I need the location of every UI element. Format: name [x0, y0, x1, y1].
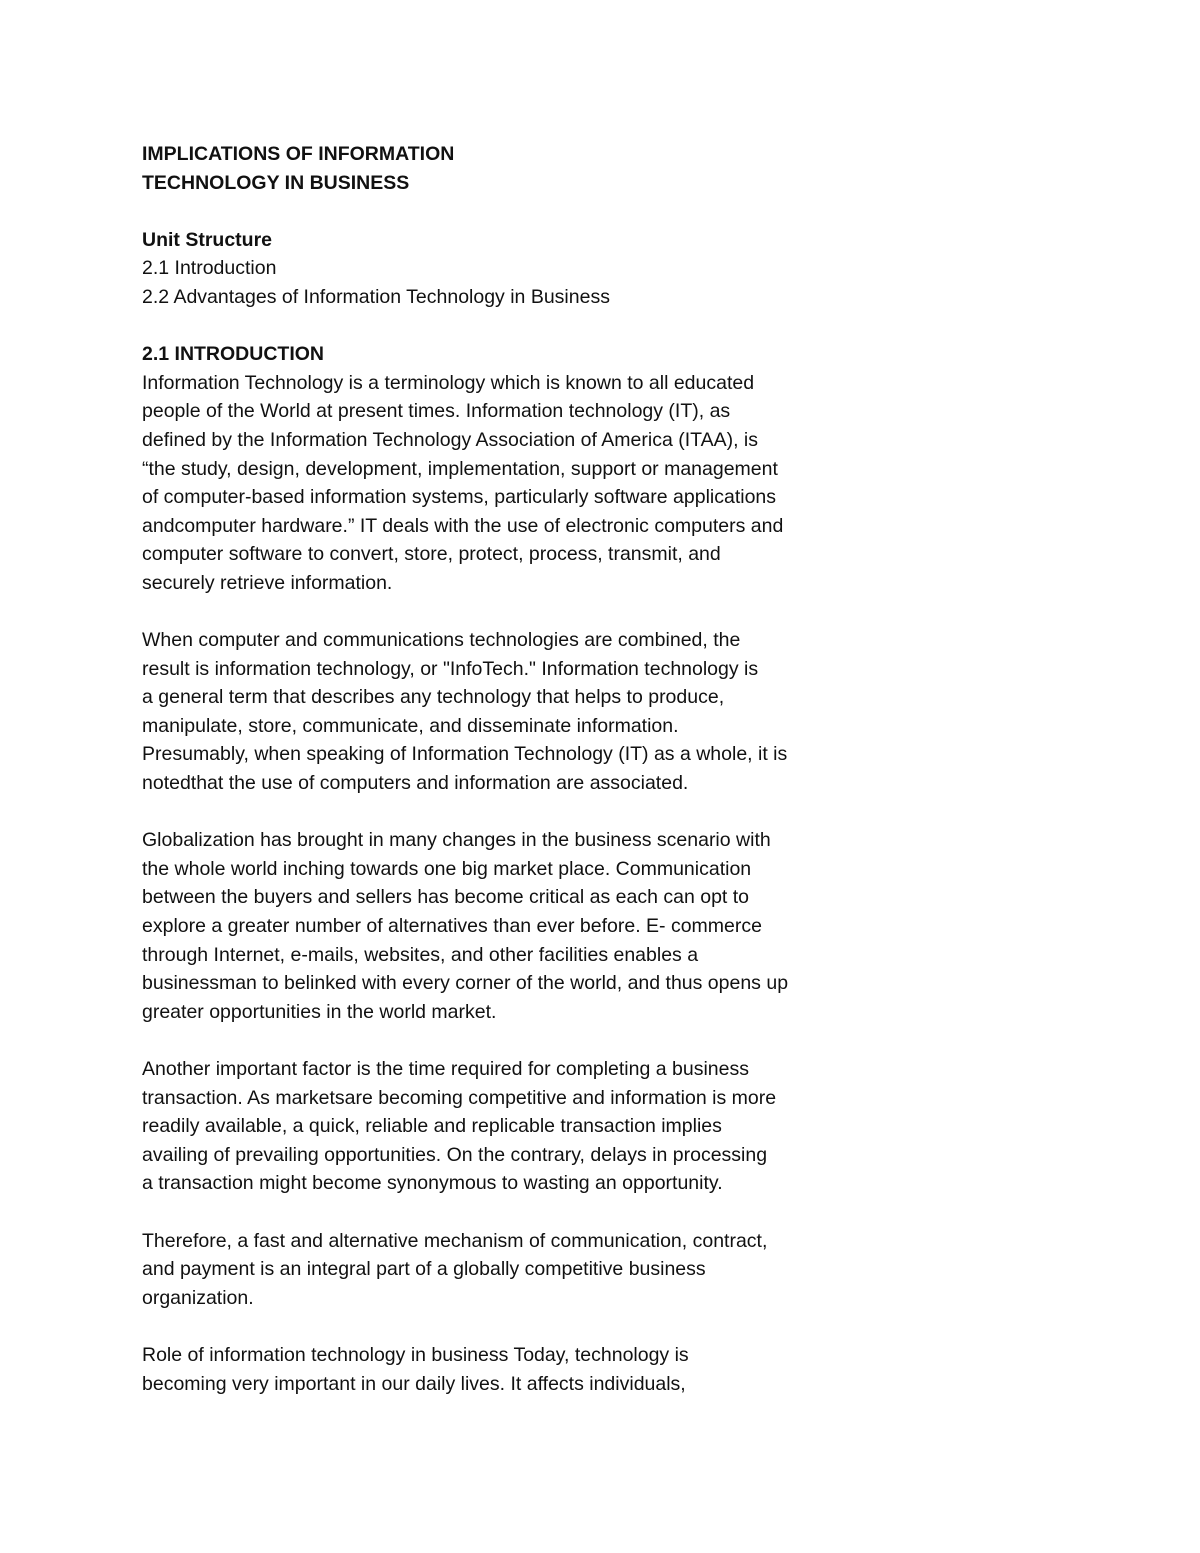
paragraph-line: Presumably, when speaking of Information Technology (IT) as a whole, it is [142, 743, 788, 766]
paragraph-line: Role of information technology in business Today, technology is [142, 1343, 689, 1366]
paragraph-line: a transaction might become synonymous to wasting an opportunity. [142, 1172, 723, 1195]
paragraph-line: Therefore, a fast and alternative mechanism of communication, contract, [142, 1229, 768, 1252]
paragraph-line: manipulate, store, communicate, and disseminate information. [142, 714, 679, 737]
spacer [142, 798, 902, 827]
unit-structure-heading: Unit Structure [142, 228, 273, 251]
unit-structure-item: 2.1 Introduction [142, 257, 277, 280]
spacer [142, 1026, 902, 1055]
paragraph-line: between the buyers and sellers has become critical as each can opt to [142, 886, 750, 909]
paragraph-line: Information Technology is a terminology which is known to all educated [142, 371, 755, 394]
paragraph-line: organization. [142, 1286, 254, 1309]
spacer [142, 1198, 902, 1227]
paragraph-line: greater opportunities in the world market. [142, 1000, 497, 1023]
paragraph [142, 626, 902, 798]
paragraph-line: result is information technology, or "InfoTech." Information technology is [142, 657, 759, 680]
section-heading: 2.1 INTRODUCTION [142, 343, 325, 366]
paragraph [142, 1227, 902, 1313]
document-title [142, 140, 902, 197]
paragraph-line: Globalization has brought in many changes in the business scenario with [142, 829, 771, 852]
paragraph-line: a general term that describes any technology that helps to produce, [142, 686, 725, 709]
spacer [142, 312, 902, 341]
paragraph [142, 1055, 902, 1198]
paragraph [142, 826, 902, 1026]
paragraph [142, 1341, 902, 1398]
spacer [142, 197, 902, 226]
spacer [142, 1312, 902, 1341]
paragraph-line: securely retrieve information. [142, 571, 393, 594]
title-line: IMPLICATIONS OF INFORMATION [142, 143, 455, 165]
unit-structure [142, 226, 902, 312]
introduction-section [142, 340, 902, 1398]
paragraph-line: “the study, design, development, implementation, support or management [142, 457, 778, 480]
paragraph-line: people of the World at present times. Information technology (IT), as [142, 400, 731, 423]
paragraph-line: andcomputer hardware.” IT deals with the use of electronic computers and [142, 514, 784, 537]
paragraph-line: the whole world inching towards one big market place. Communication [142, 857, 752, 880]
paragraph-line: of computer-based information systems, particularly software applications [142, 486, 777, 509]
paragraph-line: readily available, a quick, reliable and replicable transaction implies [142, 1115, 722, 1138]
paragraph-line: through Internet, e-mails, websites, and other facilities enables a [142, 943, 699, 966]
unit-structure-item: 2.2 Advantages of Information Technology in Business [142, 285, 610, 308]
document-body [142, 140, 902, 1398]
paragraph-line: notedthat the use of computers and information are associated. [142, 772, 689, 795]
paragraph-line: availing of prevailing opportunities. On the contrary, delays in processing [142, 1143, 768, 1166]
paragraph-line: businessman to belinked with every corner of the world, and thus opens up [142, 972, 789, 995]
title-line: TECHNOLOGY IN BUSINESS [142, 171, 410, 194]
paragraph-line: When computer and communications technologies are combined, the [142, 629, 741, 652]
paragraph-line: explore a greater number of alternatives than ever before. E- commerce [142, 915, 762, 938]
paragraph-line: computer software to convert, store, protect, process, transmit, and [142, 543, 721, 566]
paragraph-line: transaction. As marketsare becoming competitive and information is more [142, 1086, 777, 1109]
spacer [142, 598, 902, 627]
paragraph-line: defined by the Information Technology Association of America (ITAA), is [142, 428, 759, 451]
paragraph [142, 369, 902, 598]
paragraph-line: becoming very important in our daily lives. It affects individuals, [142, 1372, 686, 1395]
paragraph-line: Another important factor is the time required for completing a business [142, 1058, 749, 1080]
paragraph-line: and payment is an integral part of a globally competitive business [142, 1258, 706, 1281]
